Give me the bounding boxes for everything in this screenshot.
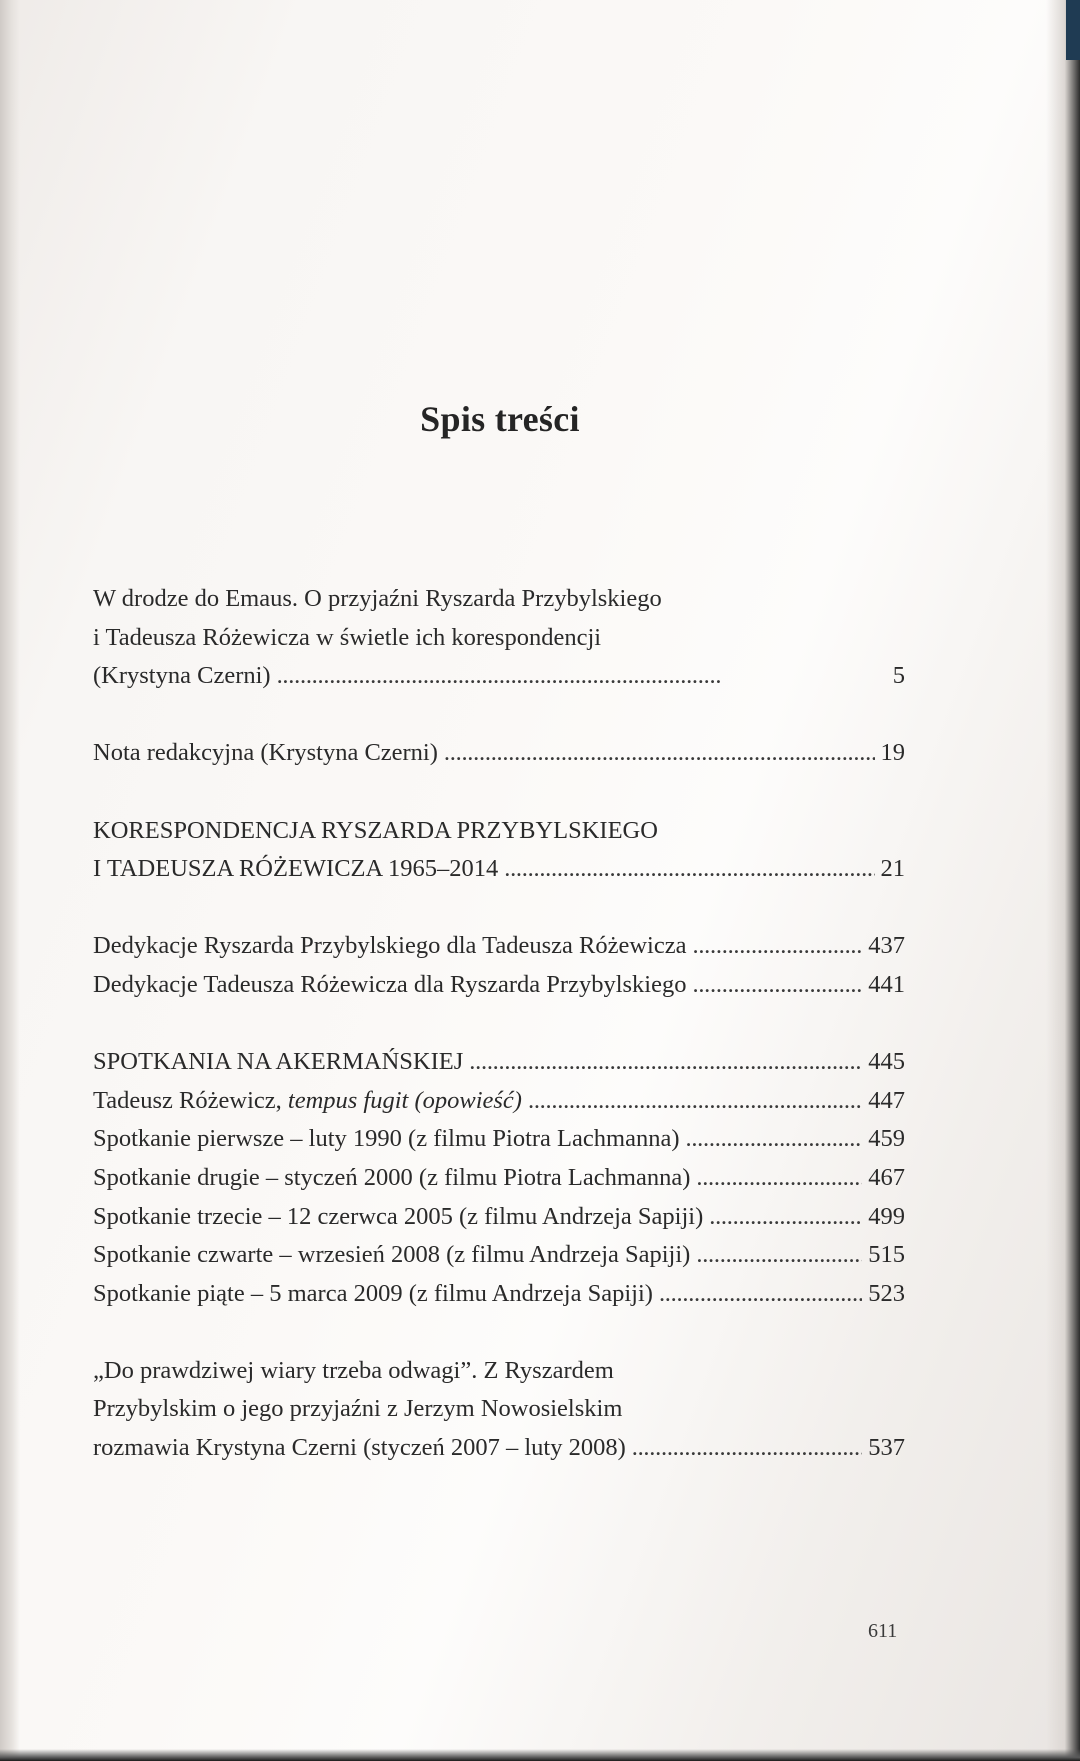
book-binding-shadow xyxy=(0,0,20,1761)
toc-entry-line: Przybylskim o jego przyjaźni z Jerzym Nowosielskim xyxy=(93,1395,623,1423)
dot-leader xyxy=(528,1082,862,1121)
toc-entry-line: „Do prawdziwej wiary trzeba odwagi”. Z Ryszardem xyxy=(93,1356,614,1384)
dot-leader xyxy=(469,1043,862,1082)
dot-leader xyxy=(504,850,874,889)
dot-leader xyxy=(692,966,862,1005)
toc-entry xyxy=(93,1429,905,1468)
toc-entry xyxy=(93,966,905,1005)
scan-corner-mark xyxy=(1066,0,1080,60)
toc-entry xyxy=(93,927,905,966)
page-title: Spis treści xyxy=(420,399,580,439)
toc-page-number: 21 xyxy=(880,855,905,883)
toc-entry-line: i Tadeusza Różewicza w świetle ich korespondencji xyxy=(93,623,602,651)
toc-entry xyxy=(93,1082,905,1121)
toc-page-number: 499 xyxy=(868,1202,905,1230)
toc-page-number: 445 xyxy=(868,1048,905,1076)
dot-leader xyxy=(444,734,875,773)
toc-entry xyxy=(93,1120,905,1159)
toc-entry-title: Spotkanie piąte – 5 marca 2009 (z filmu Andrzeja Sapiji) xyxy=(93,1279,653,1307)
toc-entry-title: Spotkanie czwarte – wrzesień 2008 (z filmu Andrzeja Sapiji) xyxy=(93,1241,691,1269)
toc-page-number: 523 xyxy=(868,1279,905,1307)
toc-page-number: 537 xyxy=(868,1434,905,1462)
toc-entry xyxy=(93,850,905,889)
toc-entry-title: rozmawia Krystyna Czerni (styczeń 2007 – luty 2008) xyxy=(93,1434,626,1462)
toc-page-number: 447 xyxy=(868,1086,905,1114)
toc-entry xyxy=(93,1275,905,1314)
toc-entry-title: Dedykacje Tadeusza Różewicza dla Ryszarda Przybylskiego xyxy=(93,970,687,998)
toc-entry xyxy=(93,1159,905,1198)
toc-page-number: 5 xyxy=(892,662,905,690)
toc-page-number: 441 xyxy=(868,970,905,998)
dot-leader xyxy=(692,927,862,966)
dot-leader xyxy=(696,1159,862,1198)
toc-entry-line: KORESPONDENCJA RYSZARDA PRZYBYLSKIEGO xyxy=(93,816,658,844)
page-bottom-edge xyxy=(0,1749,1080,1761)
toc-page-number: 467 xyxy=(868,1163,905,1191)
toc-entry-title: Nota redakcyjna (Krystyna Czerni) xyxy=(93,739,438,767)
toc-entry-title: Tadeusz Różewicz, tempus fugit (opowieść) xyxy=(93,1086,522,1114)
page-edge-shadow xyxy=(1046,0,1080,1761)
toc-page-number: 19 xyxy=(880,739,905,767)
dot-leader xyxy=(659,1275,862,1314)
toc-entry-title: SPOTKANIA NA AKERMAŃSKIEJ xyxy=(93,1048,464,1076)
toc-entry xyxy=(93,1236,905,1275)
toc-page-number: 437 xyxy=(868,932,905,960)
toc-entry xyxy=(93,657,905,696)
toc-entry-title: Spotkanie trzecie – 12 czerwca 2005 (z filmu Andrzeja Sapiji) xyxy=(93,1202,704,1230)
toc-page-number: 515 xyxy=(868,1241,905,1269)
toc-entry-title: Dedykacje Ryszarda Przybylskiego dla Tadeusza Różewicza xyxy=(93,932,687,960)
toc-entry-title: Spotkanie pierwsze – luty 1990 (z filmu Piotra Lachmanna) xyxy=(93,1125,680,1153)
toc-entry xyxy=(93,734,905,773)
toc-page-number: 459 xyxy=(868,1125,905,1153)
dot-leader xyxy=(632,1429,863,1468)
dot-leader xyxy=(685,1120,862,1159)
toc-entry xyxy=(93,1198,905,1237)
italic-title: tempus fugit (opowieść) xyxy=(287,1086,522,1114)
toc-entry-title: Spotkanie drugie – styczeń 2000 (z filmu Piotra Lachmanna) xyxy=(93,1163,691,1191)
dot-leader xyxy=(709,1198,862,1237)
dot-leader xyxy=(277,657,887,696)
dot-leader xyxy=(696,1236,862,1275)
toc-entry xyxy=(93,1043,905,1082)
page-number-folio: 611 xyxy=(868,1620,898,1642)
toc-entry-title: I TADEUSZA RÓŻEWICZA 1965–2014 xyxy=(93,855,499,883)
table-of-contents xyxy=(93,580,905,1468)
toc-entry-title: (Krystyna Czerni) xyxy=(93,662,271,690)
toc-entry-line: W drodze do Emaus. O przyjaźni Ryszarda Przybylskiego xyxy=(93,585,662,612)
